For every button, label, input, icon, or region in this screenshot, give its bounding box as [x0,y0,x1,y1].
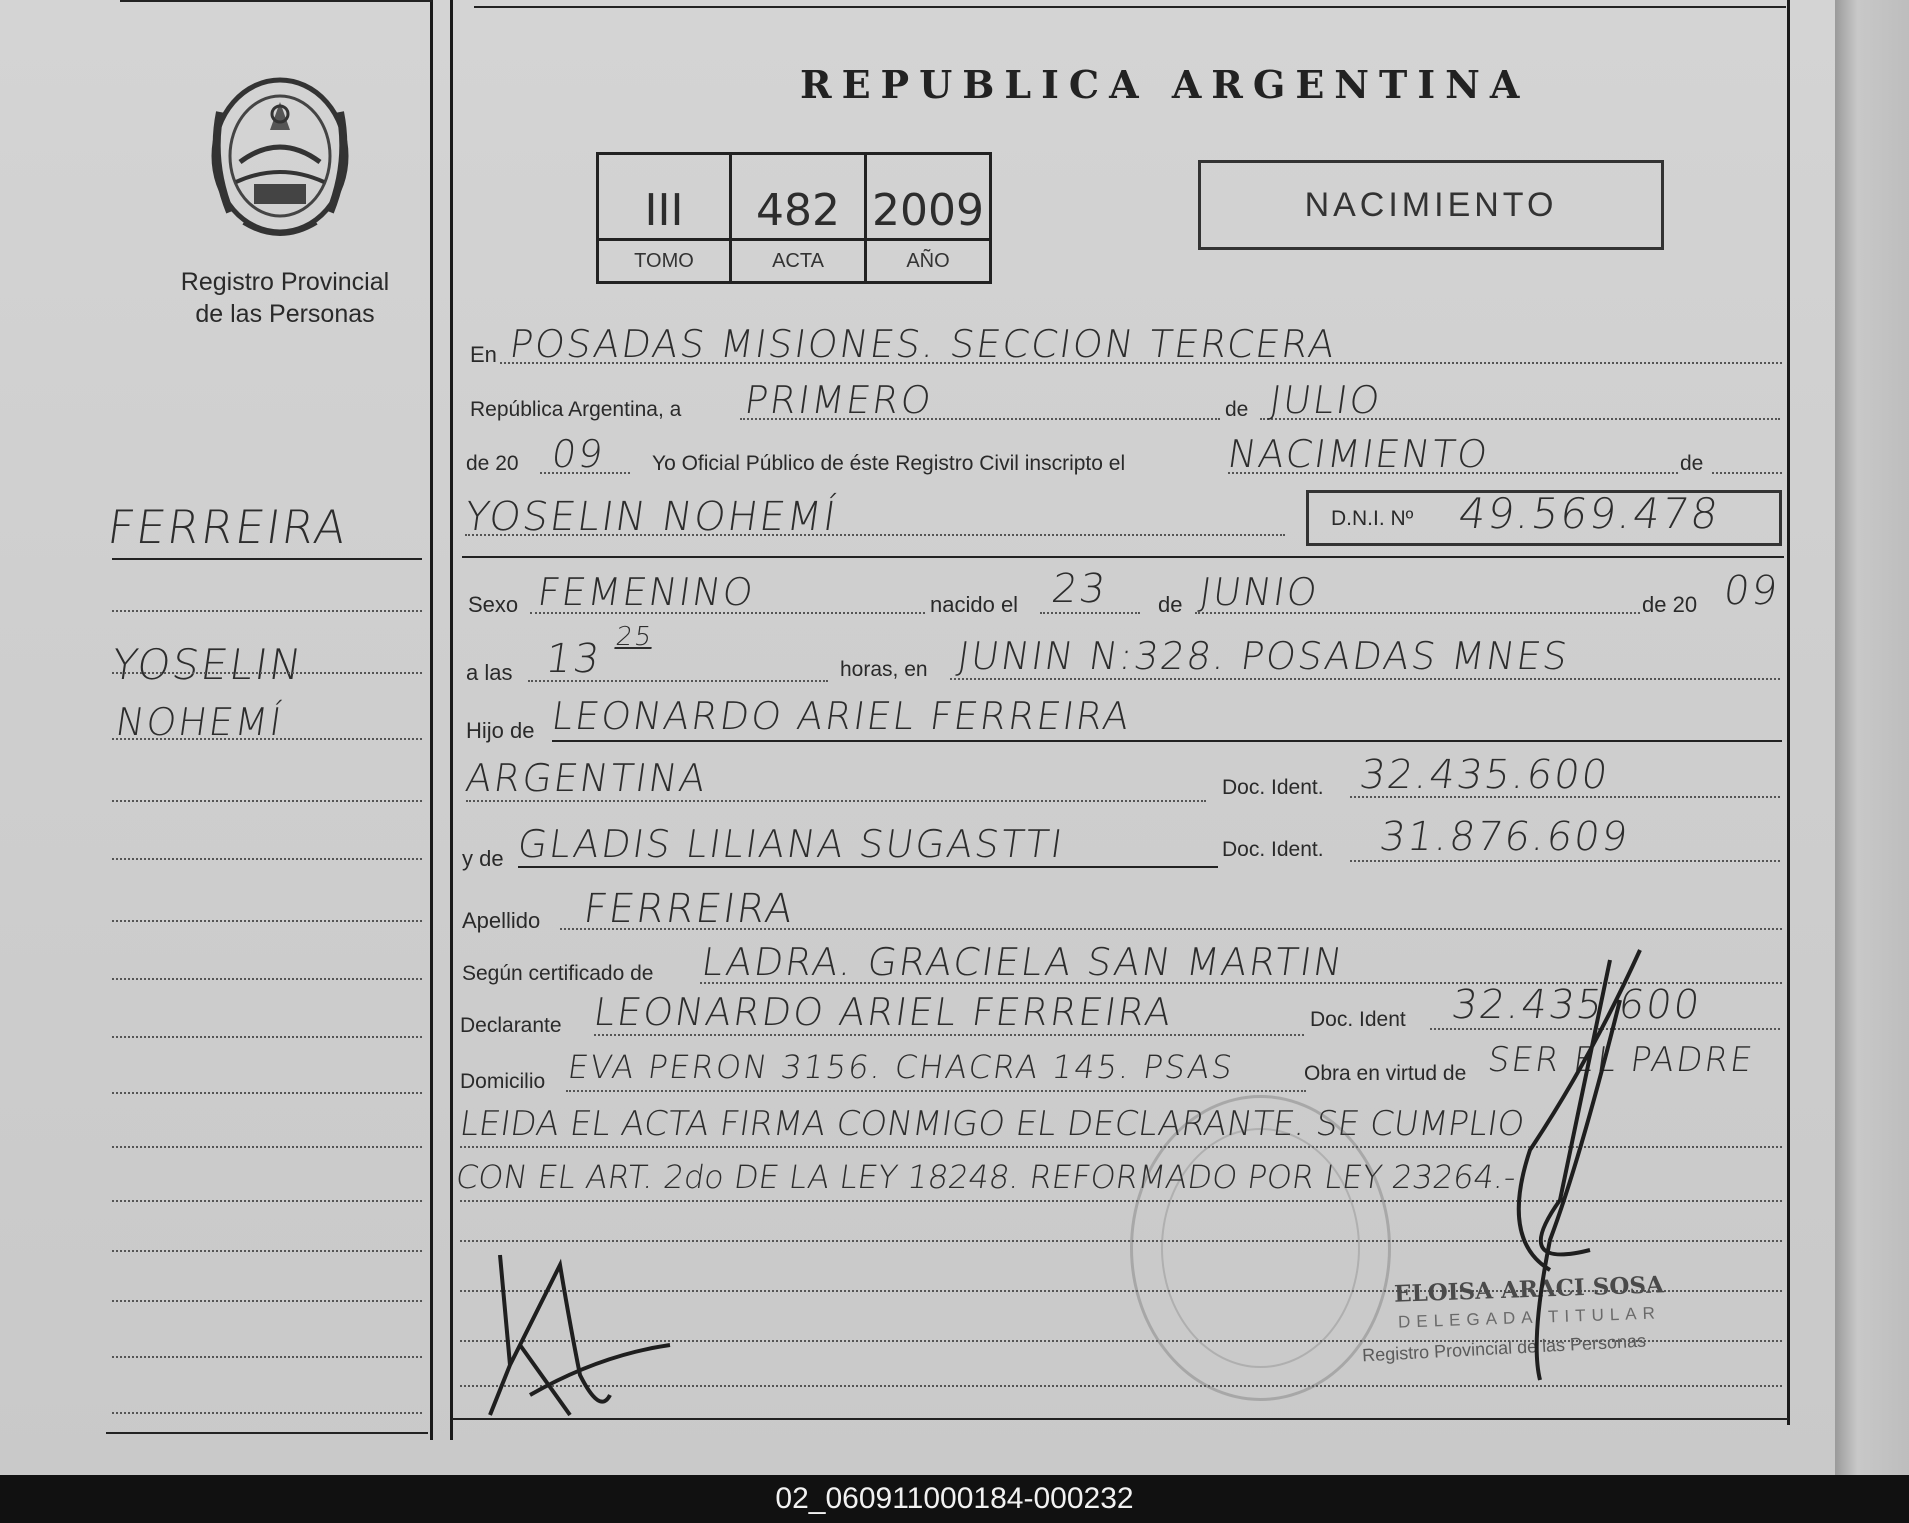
birth-hour: 13 [542,636,605,682]
form-right-border [1787,0,1790,1425]
father-doc: 32.435.600 [1356,752,1613,798]
margin-line [112,858,422,860]
obra-value: SER EL PADRE [1485,1040,1757,1080]
republica-label: República Argentina, a [470,398,682,421]
acta-label: ACTA [732,238,864,281]
top-rule-left [120,0,432,2]
birth-year-label: de 20 [1642,592,1698,617]
birth-year-suffix: 09 [1720,568,1783,614]
father-nationality: ARGENTINA [462,756,711,800]
anio-value: 2009 [872,185,984,236]
dni-box [1306,490,1782,546]
domicilio-value: EVA PERON 3156. CHACRA 145. PSAS [565,1048,1237,1086]
anio-label: AÑO [867,238,989,281]
father-doc-label: Doc. Ident. [1222,776,1324,799]
margin-line [112,672,422,674]
declarante-line [594,1034,1304,1036]
sexo-label: Sexo [468,592,519,617]
de20-label: de 20 [466,452,519,475]
official-round-seal [1130,1095,1391,1401]
y-de-label: y de [462,846,504,871]
dni-label: D.N.I. Nº [1331,507,1414,530]
certificado-value: LADRA. GRACIELA SAN MARTIN [698,940,1347,984]
margin-line [112,1250,422,1252]
acta-value: 482 [756,185,840,236]
child-name: YOSELIN NOHEMÍ [461,494,841,540]
margin-surname-rule [112,558,422,560]
de-label-2: de [1680,452,1704,475]
margin-line [112,610,422,612]
margin-line [112,1356,422,1358]
year-suffix: 09 [548,432,608,476]
mother-doc: 31.876.609 [1376,814,1633,860]
birth-de-label: de [1158,592,1183,617]
page-edge [1835,0,1909,1475]
domicilio-line [566,1090,1306,1092]
tomo-value: III [644,185,684,236]
father-line [552,740,1782,742]
margin-line [112,920,422,922]
margin-bottom-rule [106,1432,428,1434]
provincial-emblem-icon [200,72,360,244]
registry-name-line2: de las Personas [195,300,375,328]
registered-value: NACIMIENTO [1224,432,1493,476]
margin-line [112,1200,422,1202]
form-left-border [450,0,453,1440]
name-block-rule [462,556,1784,558]
birth-place-line [950,678,1780,680]
obra-label: Obra en virtud de [1304,1062,1467,1085]
certificado-label: Según certificado de [462,962,654,985]
acta-cell [732,155,867,281]
margin-line [112,738,422,740]
declarant-signature [480,1245,680,1435]
nationality-line [466,800,1206,802]
top-rule-right [474,6,1786,8]
birth-place: JUNIN N:328. POSADAS MNES [954,634,1572,678]
a-las-label: a las [466,660,513,685]
birth-day: 23 [1048,566,1111,612]
domicilio-label: Domicilio [460,1070,546,1093]
trailing-line [1712,472,1782,474]
nacido-label: nacido el [930,592,1019,617]
tomo-label: TOMO [599,238,729,281]
registry-name-line1: Registro Provincial [180,268,390,296]
margin-line [112,1036,422,1038]
declarante-doc: 32.435.600 [1448,982,1705,1028]
father-name: LEONARDO ARIEL FERREIRA [548,694,1134,738]
seal-inner-ring [1161,1128,1360,1368]
country-title: REPUBLICA ARGENTINA [800,62,1530,107]
birth-day-line [1040,612,1140,614]
remarks-line-1: LEIDA EL ACTA FIRMA CONMIGO EL DECLARANTE. SE CUMPLIO [457,1104,1528,1144]
sexo-value: FEMENINO [534,570,758,614]
horas-label: horas, en [840,658,928,681]
day-value: PRIMERO [741,378,936,422]
record-type-box: NACIMIENTO [1198,160,1664,250]
anio-cell [867,155,989,281]
margin-line [112,1146,422,1148]
margin-line [112,1092,422,1094]
margin-surname: FERREIRA [104,500,352,554]
birth-minutes: 25 [613,622,656,652]
office-stamp: Registro Provincial de las Personas [1361,1330,1647,1366]
mother-name: GLADIS LILIANA SUGASTTI [514,822,1067,866]
tomo-cell [599,155,732,281]
dni-value: 49.569.478 [1455,489,1723,538]
declarante-value: LEONARDO ARIEL FERREIRA [590,990,1176,1034]
child-name-line [465,534,1285,536]
apellido-value: FERREIRA [580,886,798,932]
remarks-line-2: CON EL ART. 2do DE LA LEY 18248. REFORMADO POR LEY 23264.- [453,1158,1519,1196]
de-label: de [1225,398,1249,421]
margin-line [112,1300,422,1302]
official-signature [1440,940,1670,1400]
month-value: JULIO [1266,378,1385,422]
birth-month: JUNIO [1196,570,1322,614]
mother-doc-label: Doc. Ident. [1222,838,1324,861]
declarante-label: Declarante [460,1014,562,1037]
officer-name-stamp: ELOISA ARACI SOSA [1393,1271,1665,1308]
margin-line [112,800,422,802]
declarante-doc-label: Doc. Ident [1310,1008,1406,1031]
margin-given-name-2: NOHEMÍ [112,700,287,744]
place-value: POSADAS MISIONES. SECCION TERCERA [506,322,1340,366]
margin-given-name-1: YOSELIN [108,640,307,689]
margin-line [112,1412,422,1414]
record-reference-table [596,152,992,284]
en-label: En [470,342,497,367]
apellido-label: Apellido [462,908,541,933]
margin-line [112,978,422,980]
mother-line [518,866,1218,868]
officer-title-stamp: DELEGADA TITULAR [1397,1303,1662,1332]
mother-doc-line [1350,860,1780,862]
file-code: 02_060911000184-000232 [775,1482,1134,1515]
hijo-label: Hijo de [466,718,535,743]
margin-divider [430,0,433,1440]
officer-label: Yo Oficial Público de éste Registro Civil inscripto el [652,452,1126,475]
